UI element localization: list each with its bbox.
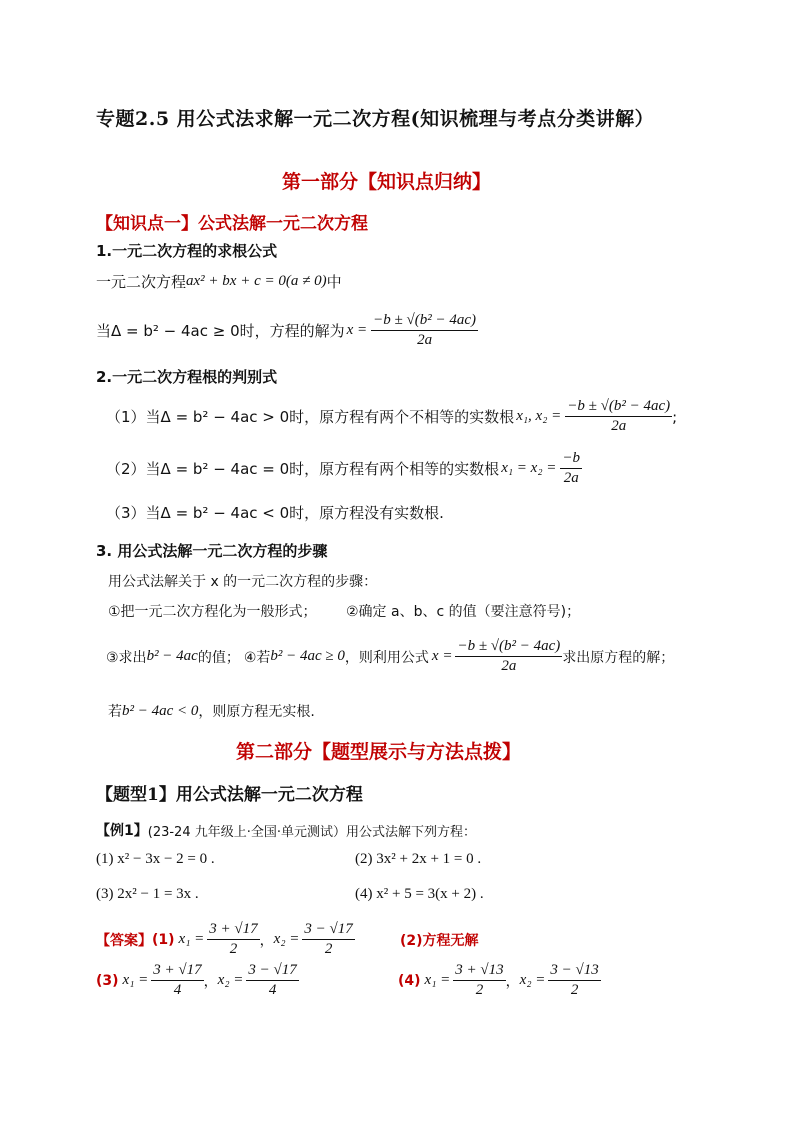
answer-1 (96, 921, 355, 959)
case1-x: x₁, x₂ = (516, 408, 562, 425)
root-formula-denominator: 2a (417, 332, 433, 349)
answer4-tag: (4) (398, 972, 421, 989)
case2 (106, 450, 582, 488)
answer4-num1: 3 + √13 (453, 962, 505, 981)
answer1-frac1 (207, 921, 259, 959)
answer3-den1: 4 (173, 982, 182, 999)
answer1-sep: ， (259, 932, 274, 949)
answer-4 (398, 962, 601, 1000)
example-line (96, 820, 476, 840)
section3-heading: 3. 用公式法解一元二次方程的步骤 (96, 542, 328, 560)
answer3-num1: 3 + √17 (151, 962, 203, 981)
answer4-num2: 3 − √13 (548, 962, 600, 981)
answer1-den2: 2 (324, 941, 333, 958)
step4-c: ，则利用公式 (344, 649, 429, 666)
section1-heading: 1.一元二次方程的求根公式 (96, 242, 278, 260)
s1-line1-suffix: 中 (326, 273, 342, 291)
steps-intro: 用公式法解关于 x 的一元二次方程的步骤： (108, 574, 378, 590)
case2-x: x₁ = x₂ = (501, 460, 557, 477)
root-formula-numerator: −b ± √(b² − 4ac) (371, 312, 478, 331)
part2-heading: 第二部分【题型展示与方法点拨】 (236, 741, 522, 763)
answer1-num1: 3 + √17 (207, 921, 259, 940)
case1-end: ; (672, 407, 678, 426)
answer4-frac2 (548, 962, 600, 1000)
answer1-frac2 (302, 921, 354, 959)
problem-4: (4) x² + 5 = 3(x + 2) . (355, 886, 484, 902)
type1-heading: 【题型1】用公式法解一元二次方程 (96, 785, 363, 805)
step3-a: ③求出 (106, 649, 147, 666)
steps-last (108, 701, 315, 721)
answer1-den1: 2 (229, 941, 238, 958)
answer3-frac2 (246, 962, 298, 1000)
example-label: 【例1】 (96, 823, 148, 839)
step4-a: ④若 (243, 649, 271, 666)
step3-discriminant: b² − 4ac (146, 648, 198, 665)
step4-x: x = (431, 648, 453, 665)
answer3-sep: ， (203, 973, 218, 990)
answer-3 (96, 962, 299, 1000)
section1-line1 (96, 271, 342, 292)
last-discriminant: b² − 4ac < 0 (122, 702, 199, 719)
answer1-x1: x₁ = (178, 931, 205, 948)
problem-3: (3) 2x² − 1 = 3x . (96, 886, 199, 902)
answer-label: 【答案】 (96, 932, 152, 949)
section1-line2 (96, 312, 478, 350)
answer3-x2: x₂ = (217, 972, 244, 989)
s1-line2-prefix: 当Δ = b² − 4ac ≥ 0时，方程的解为 (96, 322, 345, 341)
knowledge-point-1: 【知识点一】公式法解一元二次方程 (96, 214, 368, 234)
step1: ①把一元二次方程化为一般形式； (108, 604, 317, 620)
answer4-x1: x₁ = (424, 972, 451, 989)
case1-numerator: −b ± √(b² − 4ac) (565, 398, 672, 417)
step2: ②确定 a、b、c 的值（要注意符号)； (346, 604, 581, 620)
s1-line2-x: x = (346, 322, 368, 339)
example-source: (23-24 九年级上·全国·单元测试）用公式法解下列方程： (147, 824, 476, 840)
section2-heading: 2.一元二次方程根的判别式 (96, 368, 278, 386)
root-formula (371, 312, 478, 350)
case2-numerator: −b (560, 450, 582, 469)
case1 (106, 398, 677, 436)
answer1-num2: 3 − √17 (302, 921, 354, 940)
case2-denominator: 2a (563, 470, 579, 487)
answer1-tag: (1) (152, 931, 175, 948)
step4-condition: b² − 4ac ≥ 0 (270, 648, 345, 665)
answer3-frac1 (151, 962, 203, 1000)
page-title: 专题2.5 用公式法求解一元二次方程(知识梳理与考点分类讲解） (96, 108, 655, 130)
answer4-x2: x₂ = (519, 972, 546, 989)
case2-prefix: （2）当Δ = b² − 4ac = 0时，原方程有两个相等的实数根 (106, 460, 500, 479)
answer3-x1: x₁ = (122, 972, 149, 989)
problem-2: (2) 3x² + 2x + 1 = 0 . (355, 851, 482, 867)
case1-denominator: 2a (611, 418, 627, 435)
s1-line1-prefix: 一元二次方程 (96, 273, 187, 291)
case1-formula (565, 398, 672, 436)
step3-c: 的值； (197, 649, 240, 666)
part1-heading: 第一部分【知识点归纳】 (282, 171, 492, 193)
last-a: 若 (108, 704, 122, 720)
step4-end: 求出原方程的解； (562, 649, 675, 666)
part1-text: 第一部分【知识点归纳 (282, 171, 473, 193)
answer3-num2: 3 − √17 (246, 962, 298, 981)
answer1-x2: x₂ = (273, 931, 300, 948)
step4-denominator: 2a (501, 658, 517, 675)
answer4-den2: 2 (570, 982, 579, 999)
answer3-tag: (3) (96, 972, 119, 989)
step3-4-line (106, 638, 674, 676)
problem-1: (1) x² − 3x − 2 = 0 . (96, 851, 215, 867)
answer3-den2: 4 (268, 982, 277, 999)
answer4-den1: 2 (475, 982, 484, 999)
last-c: ，则原方程无实根. (198, 704, 315, 720)
case1-prefix: （1）当Δ = b² − 4ac > 0时，原方程有两个不相等的实数根 (106, 408, 515, 427)
case3: （3）当Δ = b² − 4ac < 0时，原方程没有实数根. (106, 504, 444, 522)
step4-formula (455, 638, 562, 676)
step4-numerator: −b ± √(b² − 4ac) (455, 638, 562, 657)
case2-formula (560, 450, 582, 488)
s1-line1-equation: ax² + bx + c = 0(a ≠ 0) (186, 273, 327, 289)
answer-2: (2)方程无解 (400, 933, 479, 949)
answer4-frac1 (453, 962, 505, 1000)
answer4-sep: ， (505, 973, 520, 990)
